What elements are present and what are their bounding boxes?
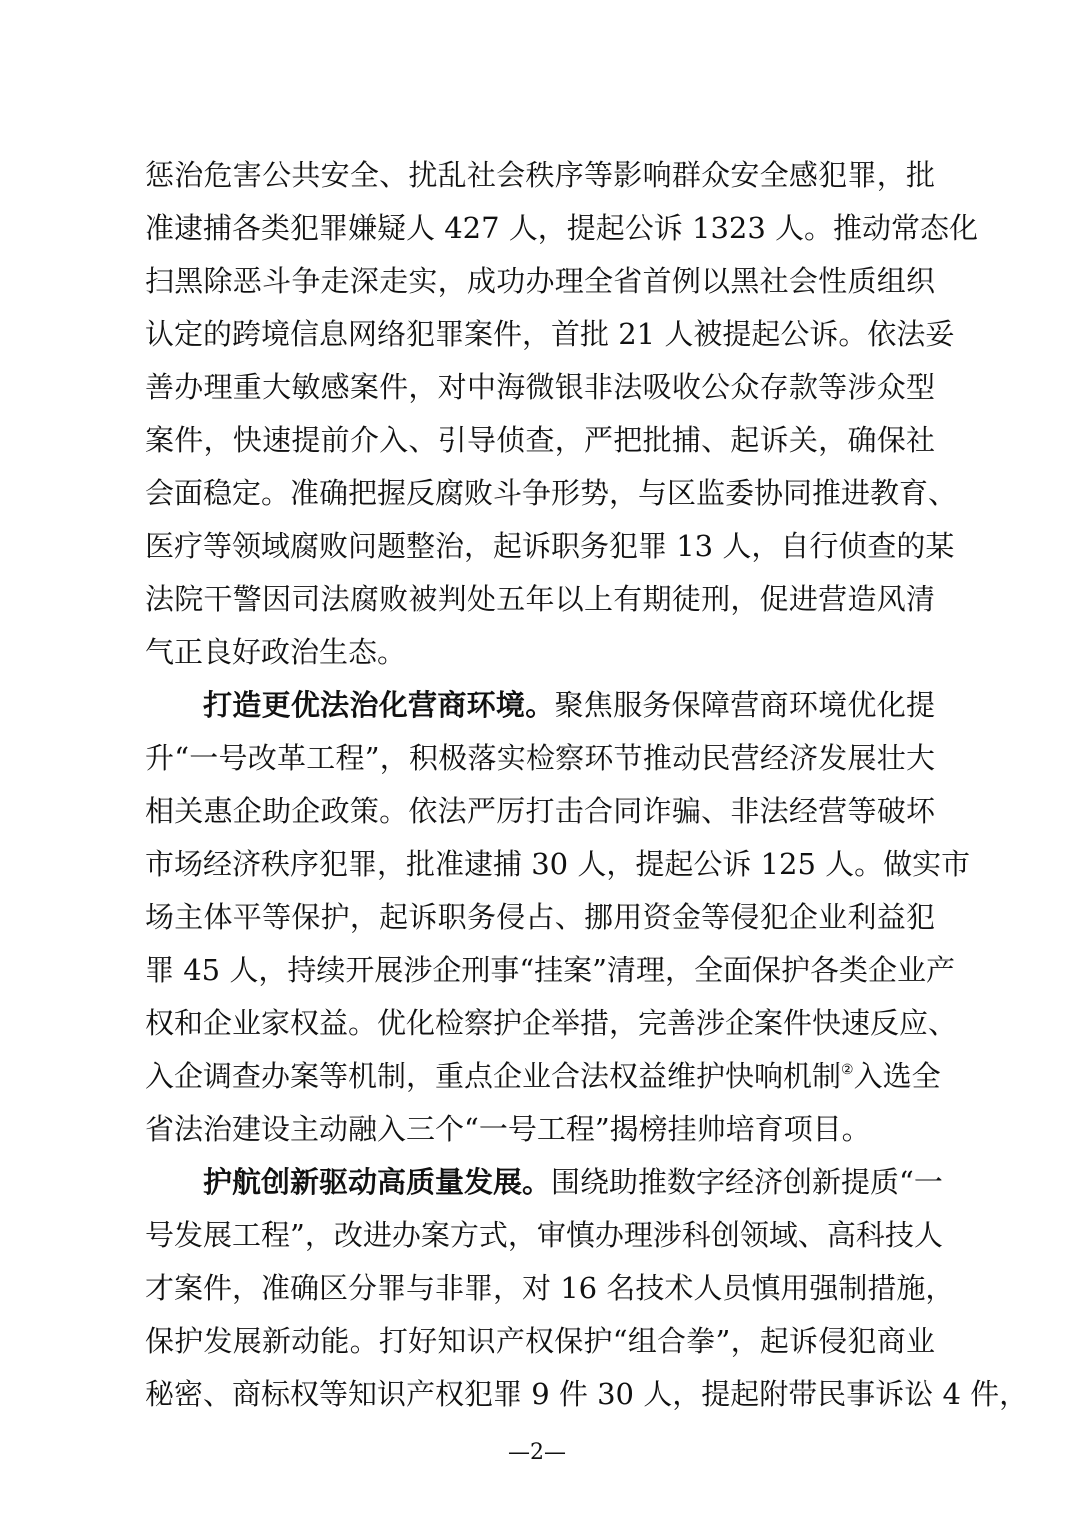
paragraph-line: 保护发展新动能。打好知识产权保护“组合拳”，起诉侵犯商业 — [145, 1324, 935, 1358]
paragraph-line: 升“一号改革工程”，积极落实检察环节推动民营经济发展壮大 — [145, 741, 935, 775]
paragraph-line: 善办理重大敏感案件，对中海微银非法吸收公众存款等涉众型 — [145, 370, 935, 404]
paragraph-line: 罪 45 人，持续开展涉企刑事“挂案”清理，全面保护各类企业产 — [145, 953, 955, 987]
paragraph-line: 会面稳定。准确把握反腐败斗争形势，与区监委协同推进教育、 — [145, 476, 958, 510]
section-first-line — [145, 680, 935, 730]
paragraph-line: 医疗等领域腐败问题整治，起诉职务犯罪 13 人，自行侦查的某 — [145, 529, 955, 563]
paragraph-text: 入选全 — [853, 1059, 941, 1093]
paragraph-line: 场主体平等保护，起诉职务侵占、挪用资金等侵犯企业利益犯 — [145, 900, 935, 934]
section-heading: 护航创新驱动高质量发展。 — [203, 1165, 552, 1199]
paragraph-line: 号发展工程”，改进办案方式，审慎办理涉科创领域、高科技人 — [145, 1218, 943, 1252]
paragraph-line: 气正良好政治生态。 — [145, 635, 407, 669]
section-first-line — [145, 1157, 943, 1207]
paragraph-line: 才案件，准确区分罪与非罪，对 16 名技术人员慎用强制措施， — [145, 1271, 955, 1305]
footnote-marker[interactable]: ② — [841, 1062, 854, 1078]
paragraph-line — [145, 1051, 941, 1101]
paragraph-line: 案件，快速提前介入、引导侦查，严把批捕、起诉关，确保社 — [145, 423, 935, 457]
section-heading: 打造更优法治化营商环境。 — [203, 688, 555, 722]
paragraph-text: 聚焦服务保障营商环境优化提 — [554, 688, 935, 722]
paragraph-line: 法院干警因司法腐败被判处五年以上有期徒刑，促进营造风清 — [145, 582, 935, 616]
paragraph-text: 入企调查办案等机制，重点企业合法权益维护快响机制 — [145, 1059, 842, 1093]
page-number: —2— — [508, 1440, 566, 1465]
paragraph-line: 认定的跨境信息网络犯罪案件，首批 21 人被提起公诉。依法妥 — [145, 317, 955, 351]
paragraph-line: 权和企业家权益。优化检察护企举措，完善涉企案件快速反应、 — [145, 1006, 958, 1040]
paragraph-line: 省法治建设主动融入三个“一号工程”揭榜挂帅培育项目。 — [145, 1112, 871, 1146]
paragraph-line: 准逮捕各类犯罪嫌疑人 427 人，提起公诉 1323 人。推动常态化 — [145, 211, 979, 245]
paragraph-line: 惩治危害公共安全、扰乱社会秩序等影响群众安全感犯罪，批 — [145, 158, 935, 192]
paragraph-text: 围绕助推数字经济创新提质“一 — [551, 1165, 943, 1199]
paragraph-line: 秘密、商标权等知识产权犯罪 9 件 30 人，提起附带民事诉讼 4 件， — [145, 1377, 1029, 1411]
paragraph-line: 扫黑除恶斗争走深走实，成功办理全省首例以黑社会性质组织 — [145, 264, 935, 298]
paragraph-line: 市场经济秩序犯罪，批准逮捕 30 人，提起公诉 125 人。做实市 — [145, 847, 971, 881]
paragraph-line: 相关惠企助企政策。依法严厉打击合同诈骗、非法经营等破坏 — [145, 794, 935, 828]
